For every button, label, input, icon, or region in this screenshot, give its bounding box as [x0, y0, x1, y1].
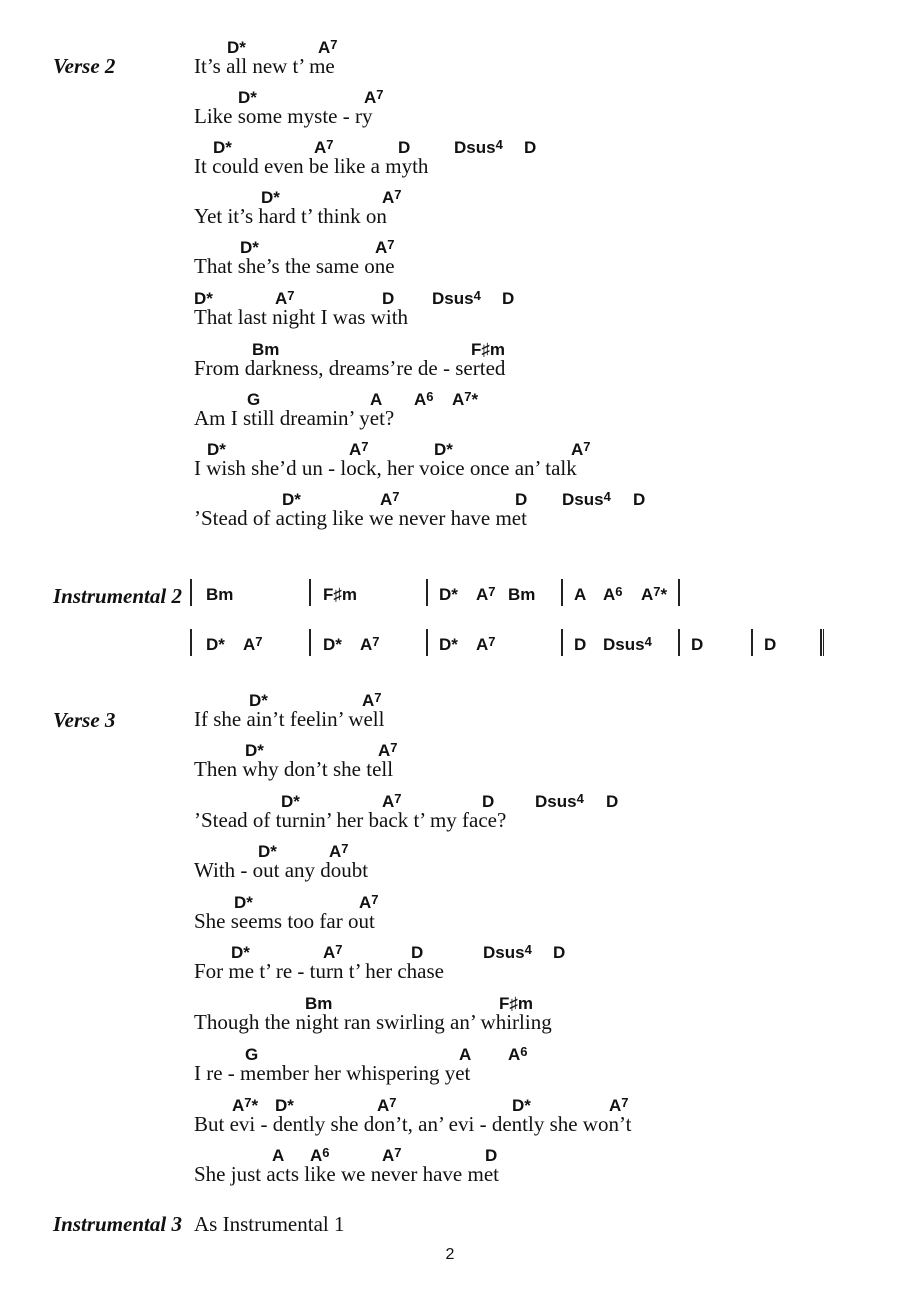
chord-symbol: $A^7$: [609, 1095, 629, 1115]
bar-chord: D: [764, 635, 777, 654]
lyric-text: ’Stead of turnin’ her back t’ my face?: [194, 808, 507, 832]
bar-chord: A: [574, 585, 587, 604]
bar-chord: $A^7*$: [641, 584, 668, 604]
barline: [561, 579, 563, 606]
bar-chord: Dsus$^4$: [603, 634, 652, 654]
barline: [309, 579, 311, 606]
lyric-text: She seems too far out: [194, 909, 375, 933]
bar-row: [190, 629, 840, 659]
instrumental-2-label: Instrumental 2: [53, 584, 182, 608]
chord-symbol: F♯m: [499, 994, 533, 1013]
chord-symbol: F♯m: [471, 340, 505, 359]
chord-symbol: $A^7$: [382, 187, 402, 207]
chord-symbol: D*: [275, 1096, 294, 1115]
verse-2-label: Verse 2: [53, 54, 116, 78]
lyric-line: [194, 238, 874, 288]
chord-symbol: $A^7$: [323, 942, 343, 962]
chord-symbol: Dsus$^4$: [483, 942, 532, 962]
chord-symbol: A: [459, 1045, 472, 1064]
chord-symbol: $A^7$: [349, 439, 369, 459]
bar-row: [190, 579, 840, 609]
chord-symbol: $A^7$: [380, 489, 400, 509]
chord-symbol: Dsus$^4$: [432, 288, 481, 308]
lyric-line: [194, 1146, 874, 1196]
barline: [561, 629, 563, 656]
chord-symbol: $A^7$: [378, 740, 398, 760]
chord-symbol: D: [515, 490, 528, 509]
chord-symbol: G: [245, 1045, 259, 1064]
lyric-text: Then why don’t she tell: [194, 757, 394, 781]
lyric-text: Yet it’s hard t’ think on: [194, 204, 387, 228]
chord-symbol: $A^7$: [362, 690, 382, 710]
chord-symbol: D*: [512, 1096, 531, 1115]
verse-3-label: Verse 3: [53, 708, 116, 732]
instrumental-3-note: As Instrumental 1: [194, 1212, 345, 1236]
chord-symbol: D*: [240, 238, 259, 257]
lyric-text: That last night I was with: [194, 305, 409, 329]
lyric-text: I re - member her whispering yet: [194, 1061, 471, 1085]
chord-symbol: D: [482, 792, 495, 811]
lyric-text: She just acts like we never have met: [194, 1162, 499, 1186]
lyric-line: [194, 188, 874, 238]
instrumental-3-label: Instrumental 3: [53, 1212, 182, 1236]
chord-symbol: D: [633, 490, 646, 509]
lyric-text: With - out any doubt: [194, 858, 369, 882]
chord-symbol: D*: [194, 289, 213, 308]
lyric-text: It could even be like a myth: [194, 154, 429, 178]
chord-symbol: $A^7*$: [232, 1095, 259, 1115]
chord-symbol: Dsus$^4$: [454, 137, 503, 157]
chord-symbol: $A^6$: [310, 1145, 330, 1165]
bar-chord: D*: [206, 635, 225, 654]
bar-chord: D: [691, 635, 704, 654]
chord-symbol: D*: [213, 138, 232, 157]
bar-chord: $A^6$: [603, 584, 623, 604]
lyric-line: [194, 1045, 874, 1095]
lyric-text: For me t’ re - turn t’ her chase: [194, 959, 444, 983]
barline: [190, 629, 192, 656]
chord-symbol: D: [524, 138, 537, 157]
chord-symbol: $A^6$: [414, 389, 434, 409]
bar-chord: $A^7$: [476, 634, 496, 654]
chord-symbol: A: [272, 1146, 285, 1165]
final-barline: [823, 629, 824, 656]
chord-symbol: $A^7$: [275, 288, 295, 308]
lyric-line: [194, 792, 874, 842]
lyric-line: [194, 842, 874, 892]
chord-symbol: $A^6$: [508, 1044, 528, 1064]
chord-symbol: D*: [238, 88, 257, 107]
lyric-line: [194, 893, 874, 943]
chord-symbol: D: [398, 138, 411, 157]
bar-chord: D: [574, 635, 587, 654]
barline: [309, 629, 311, 656]
bar-chord: D*: [323, 635, 342, 654]
chord-symbol: $A^7$: [318, 37, 338, 57]
chord-symbol: D*: [434, 440, 453, 459]
lyric-line: [194, 38, 874, 88]
chord-symbol: $A^7$: [314, 137, 334, 157]
lyric-line: [194, 138, 874, 188]
chord-symbol: $A^7$: [382, 791, 402, 811]
bar-chord: $A^7$: [360, 634, 380, 654]
chord-symbol: D*: [245, 741, 264, 760]
chord-symbol: Bm: [305, 994, 333, 1013]
barline: [751, 629, 753, 656]
chord-symbol: D: [502, 289, 515, 308]
chord-symbol: Dsus$^4$: [562, 489, 611, 509]
chord-symbol: D*: [231, 943, 250, 962]
chord-symbol: D*: [234, 893, 253, 912]
bar-chord: D*: [439, 585, 458, 604]
lyric-text: But evi - dently she don’t, an’ evi - dently she won’t: [194, 1112, 632, 1136]
lyric-text: If she ain’t feelin’ well: [194, 707, 385, 731]
lyric-line: [194, 994, 874, 1044]
barline: [820, 629, 822, 656]
chord-symbol: $A^7$: [382, 1145, 402, 1165]
chord-symbol: $A^7$: [329, 841, 349, 861]
chord-symbol: $A^7$: [364, 87, 384, 107]
bar-chord: Bm: [206, 585, 234, 604]
page-number: 2: [445, 1246, 455, 1263]
lyric-text: I wish she’d un - lock, her voice once an’ talk: [194, 456, 577, 480]
chord-symbol: D: [553, 943, 566, 962]
chord-symbol: Dsus$^4$: [535, 791, 584, 811]
chord-symbol: D*: [258, 842, 277, 861]
bar-chord: D*: [439, 635, 458, 654]
barline: [678, 579, 680, 606]
lyric-line: [194, 289, 874, 339]
lyric-text: Am I still dreamin’ yet?: [194, 406, 395, 430]
lyric-line: [194, 1096, 874, 1146]
chord-symbol: $A^7$: [359, 892, 379, 912]
lyric-line: [194, 691, 874, 741]
bar-chord: F♯m: [323, 585, 357, 604]
barline: [190, 579, 192, 606]
lyric-line: [194, 741, 874, 791]
lyric-line: [194, 340, 874, 390]
chord-symbol: $A^7*$: [452, 389, 479, 409]
lyric-text: It’s all new t’ me: [194, 54, 335, 78]
lyric-text: From darkness, dreams’re de - serted: [194, 356, 506, 380]
chord-symbol: D*: [282, 490, 301, 509]
chord-symbol: D*: [249, 691, 268, 710]
barline: [426, 629, 428, 656]
lyric-line: [194, 943, 874, 993]
barline: [426, 579, 428, 606]
lyric-line: [194, 88, 874, 138]
lyric-line: [194, 390, 874, 440]
bar-chord: $A^7$: [243, 634, 263, 654]
lyric-line: [194, 490, 874, 540]
lyric-text: ’Stead of acting like we never have met: [194, 506, 527, 530]
bar-chord: $A^7$: [476, 584, 496, 604]
chord-symbol: G: [247, 390, 261, 409]
chord-symbol: D*: [281, 792, 300, 811]
chord-symbol: A: [370, 390, 383, 409]
chord-symbol: D*: [207, 440, 226, 459]
barline: [678, 629, 680, 656]
chord-symbol: $A^7$: [375, 237, 395, 257]
lyric-text: Though the night ran swirling an’ whirling: [194, 1010, 552, 1034]
chord-symbol: D: [382, 289, 395, 308]
bar-chord: Bm: [508, 585, 536, 604]
lyric-text: That she’s the same one: [194, 254, 395, 278]
chord-symbol: Bm: [252, 340, 280, 359]
chord-symbol: $A^7$: [377, 1095, 397, 1115]
lyric-line: [194, 440, 874, 490]
chord-symbol: D*: [261, 188, 280, 207]
chord-symbol: D*: [227, 38, 246, 57]
chord-symbol: D: [485, 1146, 498, 1165]
chord-symbol: $A^7$: [571, 439, 591, 459]
lyric-text: Like some myste - ry: [194, 104, 373, 128]
chord-symbol: D: [411, 943, 424, 962]
chord-symbol: D: [606, 792, 619, 811]
